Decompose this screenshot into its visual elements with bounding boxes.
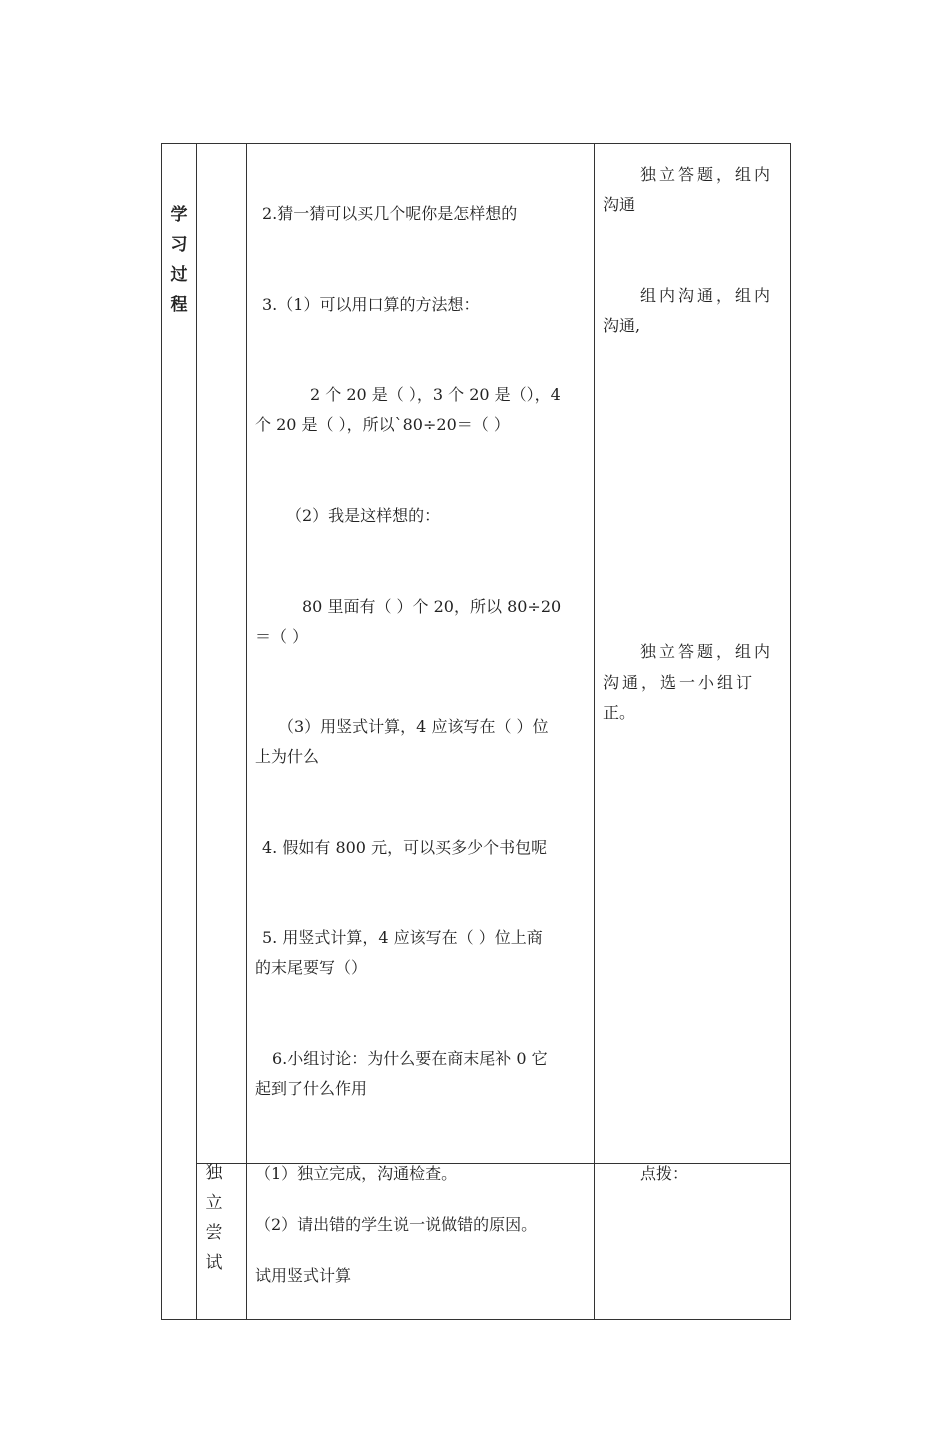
question-3-1-detail-b: 个 20 是（ ），所以`80÷20＝（ ）: [255, 415, 510, 434]
question-3-2: （2）我是这样想的：: [286, 506, 441, 525]
bottom-right-note: 点拨：: [640, 1164, 689, 1183]
question-3-3-a: （3）用竖式计算，4 应该写在（ ）位: [278, 717, 549, 736]
bottom-line-1: （1）独立完成，沟通检查。: [255, 1164, 458, 1183]
question-3-1-detail-a: 2 个 20 是（ ），3 个 20 是（），4: [310, 385, 561, 404]
col-divider-3: [594, 144, 595, 1319]
note-3-b: 沟通，选一小组订: [603, 673, 756, 692]
question-5-b: 的末尾要写（）: [255, 958, 368, 977]
note-3-c: 正。: [603, 703, 636, 722]
question-3-2-detail-a: 80 里面有（ ）个 20，所以 80÷20: [302, 597, 562, 616]
question-6-a: 6.小组讨论：为什么要在商末尾补 0 它: [272, 1049, 548, 1068]
bottom-label-independent-try: 独立尝试: [205, 1163, 223, 1273]
question-3-3-b: 上为什么: [255, 747, 320, 766]
col-divider-2: [246, 144, 247, 1319]
note-2-b: 沟通,: [603, 316, 641, 335]
note-2-a: 组内沟通，组内: [640, 286, 774, 305]
lesson-table: [161, 143, 791, 1320]
note-1-b: 沟通: [603, 195, 636, 214]
side-label-learning-process: 学习过程: [170, 205, 188, 315]
question-4: 4. 假如有 800 元，可以买多少个书包呢: [262, 838, 548, 857]
bottom-line-3: 试用竖式计算: [255, 1266, 352, 1285]
question-6-b: 起到了什么作用: [255, 1079, 368, 1098]
question-2: 2.猜一猜可以买几个呢你是怎样想的: [262, 204, 518, 223]
note-3-a: 独立答题，组内: [640, 642, 774, 661]
col-divider-1: [196, 144, 197, 1319]
note-1-a: 独立答题，组内: [640, 165, 774, 184]
question-3-1: 3.（1）可以用口算的方法想：: [262, 295, 480, 314]
question-3-2-detail-b: ＝（ ）: [255, 627, 309, 646]
question-5-a: 5. 用竖式计算，4 应该写在（ ）位上商: [262, 928, 543, 947]
bottom-line-2: （2）请出错的学生说一说做错的原因。: [255, 1215, 538, 1234]
